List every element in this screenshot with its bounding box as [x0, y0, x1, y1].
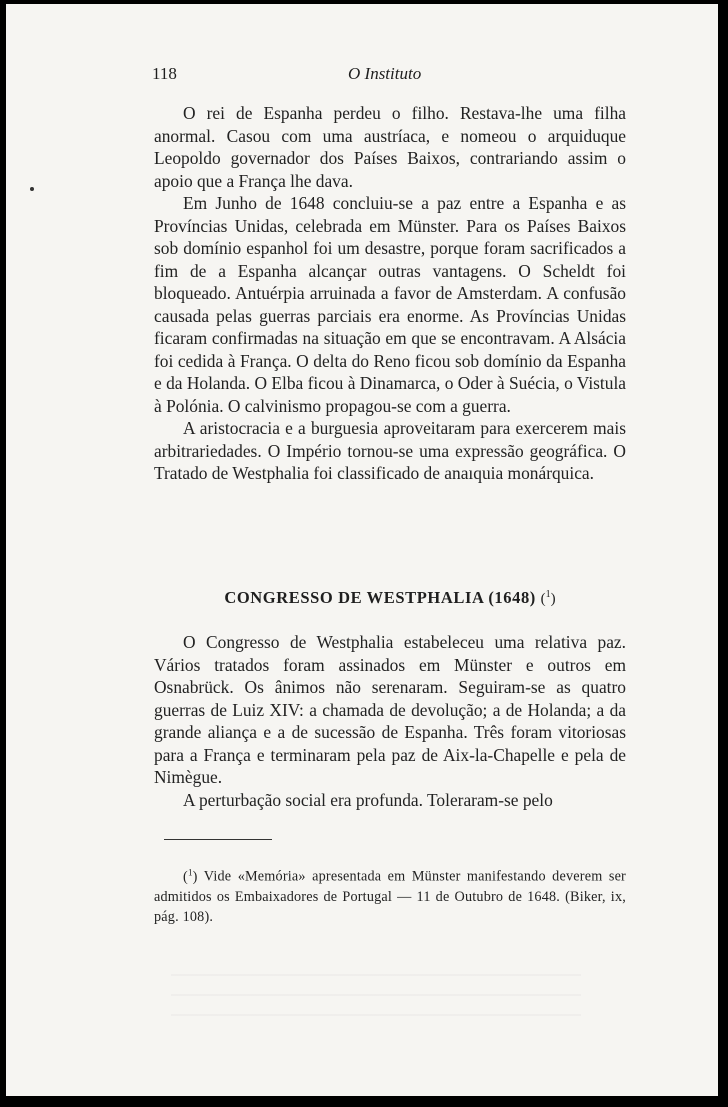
show-through-texture	[171, 974, 581, 1029]
footnote-text	[154, 862, 626, 927]
footnote	[154, 862, 626, 927]
footnote-body: Vide «Memória» apresentada em Münster manifestando deverem ser admitidos os Embaixadores de Portugal — 11 de Outubro de 1648. (Biker, ix, pág. 108).	[154, 868, 626, 925]
paragraph: A perturbação social era profunda. Toleraram-se pelo	[183, 789, 553, 810]
paragraph: O rei de Espanha perdeu o filho. Restava-lhe uma filha anormal. Casou com uma austríaca, e nomeou o arquiduque Leopoldo governador dos Países Baixos, contrariando assim o apoio que a França lhe dava.	[154, 103, 626, 191]
footnote-marker: ($^1$)	[183, 867, 198, 885]
footnote-divider	[164, 839, 272, 840]
body-text-top	[154, 102, 626, 485]
footnote-reference: ($^1$)	[540, 589, 556, 607]
paragraph: Em Junho de 1648 concluiu-se a paz entre a Espanha e as Províncias Unidas, celebrada em Münster. Para os Países Baixos sob domínio espanhol foi um desastre, porque foram sacrificados a fim de a Espanha alcançar outras vantagens. O Scheldt foi bloqueado. Antuérpia arruinada a favor de Amsterdam. A confusão causada pelas guerras parciais era enorme. As Províncias Unidas ficaram confirmadas na situação em que se encontravam. A Alsácia foi cedida à França. O delta do Reno ficou sob domínio da Espanha e da Holanda. O Elba ficou à Dinamarca, o Oder à Suécia, o Vistula à Polónia. O calvinismo propagou-se com a guerra.	[154, 193, 626, 416]
paragraph: A aristocracia e a burguesia aproveitaram para exercerem mais arbitrariedades. O Império tornou-se uma expressão geográfica. O Tratado de Westphalia foi classificado de anaıquia monárquica.	[154, 418, 626, 483]
section-heading-title: CONGRESSO DE WESTPHALIA	[224, 588, 484, 607]
running-title: O Instituto	[348, 64, 422, 83]
margin-speck	[30, 187, 34, 191]
page-number: 118	[152, 64, 177, 83]
book-page	[6, 4, 718, 1096]
section-heading-year: (1648)	[488, 588, 536, 607]
paragraph: O Congresso de Westphalia estabeleceu uma relativa paz. Vários tratados foram assinados em Münster e outros em Osnabrück. Os ânimos não serenaram. Seguiram-se as quatro guerras de Luiz XIV: a chamada de devolução; a de Holanda; a da grande aliança e a de sucessão de Espanha. Três foram vitoriosas para a França e terminaram pela paz de Aix-la-Chapelle e pela de Nimègue.	[154, 632, 626, 787]
page-header	[152, 64, 592, 88]
section-heading	[154, 588, 626, 608]
body-text-bottom	[154, 631, 626, 811]
